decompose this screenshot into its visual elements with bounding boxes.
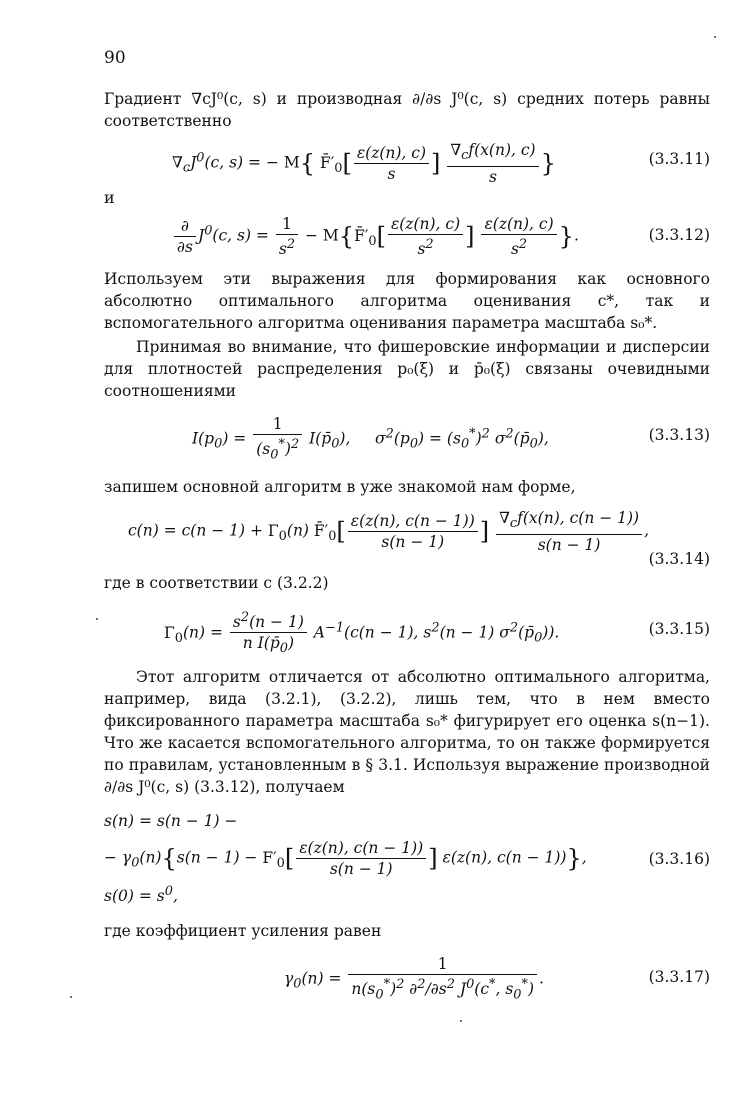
scan-speck	[460, 1020, 462, 1022]
paragraph-algorithm-differs: Этот алгоритм отличается от абсолютно оптимального алгоритма, например, вида (3.2.1), (3.2.2), лишь тем, что в нем вместо фиксированного параметра масштаба s₀* фигурирует его оценка s(n−1). Что же касается вспомогательного алгоритма, то он также формируется по правилам, установленным в § 3.1. Используя выражение производной ∂/∂s J⁰(c, s) (3.3.12), получаем	[104, 668, 710, 796]
equation-3-3-16	[104, 812, 710, 912]
scan-speck	[70, 996, 72, 998]
paragraph-according-to: где в соответствии с (3.2.2)	[104, 574, 329, 592]
paragraph-gain-coefficient: где коэффициент усиления равен	[104, 922, 382, 940]
scan-speck	[96, 618, 98, 620]
equation-number: (3.3.17)	[648, 968, 710, 986]
page-number: 90	[104, 48, 126, 68]
equation-3-3-15-body: $\Gamma_0(n)$ = $\frac{s^2(n - 1)}{n I(p̄_0)}$ $A^{-1}(c(n - 1)$, $s^2(n - 1)$ $\sigma^2(p̄_0)$).	[164, 610, 560, 657]
equation-3-3-16-line3: $s(0) = s^0$,	[104, 884, 178, 906]
equation-number: (3.3.16)	[648, 850, 710, 868]
equation-3-3-14	[104, 508, 710, 578]
equation-number: (3.3.14)	[648, 550, 710, 568]
equation-3-3-13	[104, 414, 710, 463]
equation-3-3-13-body: $I(p_0)$ = $\frac{1}{(s_0^*)^2}$ $I(p̄_0)$, $\sigma^2(p_0) = (s_0^*)^2$ $\sigma^2(p̄_0)$,	[192, 415, 549, 463]
equation-3-3-15	[104, 608, 710, 657]
equation-3-3-17	[104, 954, 710, 1004]
conjunction-and: и	[104, 188, 115, 207]
paragraph-main-algorithm: запишем основной алгоритм в уже знакомой нам форме,	[104, 478, 576, 496]
equation-3-3-11-body: $\nabla_cJ^0(c$, s) = − M{ $F̄'_0$[ $\frac{\varepsilon(z(n), c)}{s}$ ] $\frac{\nabla_cf(x(n), c)}{s}$ }	[172, 141, 556, 187]
equation-3-3-16-line1: s(n) = s(n − 1) −	[104, 812, 238, 830]
equation-3-3-12-body: $\frac{\partial}{\partial s}$ $J^0(c$, s) = $\frac{1}{s^2}$ − $M\{F̄'_0$[ $\frac{\varepsilon(z(n), c)}{s^2}$ ] $\frac{\varepsilon(z(n), c)}{s^2}$ }.	[172, 214, 579, 259]
paragraph-use-expressions: Используем эти выражения для формирования как основного абсолютно оптимального алгоритма оценивания c*, так и вспомогательного алгоритма оценивания параметра масштаба s₀*.	[104, 270, 710, 332]
equation-number: (3.3.15)	[648, 620, 710, 638]
equation-number: (3.3.12)	[648, 226, 710, 244]
scan-speck	[714, 36, 716, 38]
equation-number: (3.3.11)	[648, 150, 710, 168]
equation-3-3-14-body: $c(n) = c(n - 1) + \Gamma_0(n)$ $F̄'_0$[ $\frac{\varepsilon(z(n), c(n - 1))}{s(n - 1)}$ ] $\frac{\nabla_cf(x(n), c(n - 1))}{s(n - 1)}$ ,	[128, 509, 650, 555]
equation-3-3-17-body: $\gamma_0(n)$ = $\frac{1}{n(s_0^*)^2 \partial^2/\partial s^2 J^0(c^*, s_0^*)}$ .	[284, 955, 544, 1003]
paragraph-gradient-intro: Градиент ∇cJ⁰(c, s) и производная ∂/∂s J⁰(c, s) средних потерь равны соответственно	[104, 90, 710, 130]
paragraph-fisher-information: Принимая во внимание, что фишеровские информации и дисперсии для плотностей распределения p₀(ξ) и p̄₀(ξ) связаны очевидными соотношениями	[104, 338, 710, 400]
equation-3-3-16-line2: − $\gamma_0(n)\{s(n - 1) - F'_0$[ $\frac{\varepsilon(z(n), c(n - 1))}{s(n - 1)}$ ] ε(z(n), c(n − 1))},	[104, 839, 587, 878]
equation-3-3-11	[104, 140, 710, 187]
equation-number: (3.3.13)	[648, 426, 710, 444]
equation-3-3-12	[104, 214, 710, 259]
